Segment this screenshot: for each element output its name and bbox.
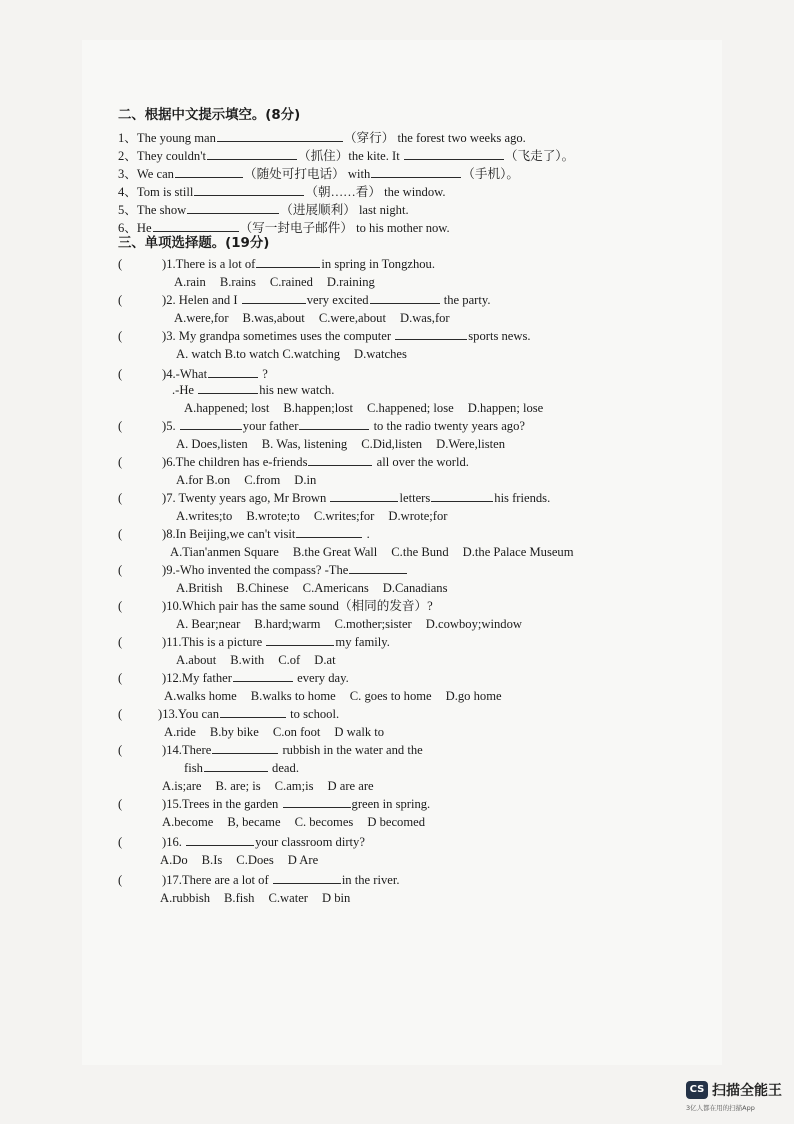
options-4 [184, 400, 557, 416]
question-14-cont [184, 760, 299, 776]
question-text: ? [262, 367, 268, 381]
option: D.the Palace Museum [462, 545, 574, 559]
question-text: )15.Trees in the garden [162, 797, 279, 811]
option: C.rained [269, 275, 313, 289]
answer-blank[interactable] [153, 220, 239, 232]
question-text: )10.Which pair has the same sound（相同的发音）? [162, 599, 433, 613]
answer-blank [198, 382, 258, 394]
option: D.raining [326, 275, 375, 289]
answer-blank [296, 526, 362, 538]
answer-blank [220, 706, 286, 718]
s2-item-5 [118, 202, 409, 218]
question-11 [118, 634, 390, 650]
watermark-tagline: 3亿人都在用的扫描App [686, 1104, 755, 1112]
section3-title: 三、单项选择题。(19分) [118, 236, 270, 251]
question-text: to school. [290, 707, 340, 721]
item-number: 5、 [118, 203, 137, 217]
options-2 [174, 310, 464, 326]
answer-paren[interactable]: ( [118, 835, 123, 849]
question-text: every day. [297, 671, 349, 685]
question-5 [118, 418, 525, 434]
option: B.Chinese [236, 581, 289, 595]
answer-blank [330, 490, 398, 502]
answer-blank [208, 366, 258, 378]
question-8 [118, 526, 370, 542]
option: C.on foot [272, 725, 321, 739]
answer-paren[interactable]: ( [118, 707, 123, 721]
question-4 [118, 366, 268, 382]
option: D.go home [445, 689, 502, 703]
option: C. becomes [294, 815, 354, 829]
option: B.by bike [209, 725, 259, 739]
option: C.writes;for [313, 509, 375, 523]
answer-blank [283, 796, 351, 808]
option: A. watch B.to watch C.watching [176, 347, 341, 361]
question-3 [118, 328, 531, 344]
answer-blank [370, 292, 440, 304]
question-text: your father [242, 419, 299, 433]
chinese-hint: （穿行） [343, 131, 395, 145]
answer-blank [186, 834, 254, 846]
options-15 [162, 814, 439, 830]
options-11 [176, 652, 350, 668]
options-7 [176, 508, 461, 524]
option: B.the Great Wall [292, 545, 378, 559]
option: A.about [176, 653, 217, 667]
answer-blank [212, 742, 278, 754]
option: C.were,about [318, 311, 386, 325]
option: B.rains [219, 275, 256, 289]
question-text: )6.The children has e-friends [162, 455, 308, 469]
question-text: )8.In Beijing,we can't visit [162, 527, 296, 541]
option: D.Were,listen [436, 437, 506, 451]
answer-paren[interactable]: ( [118, 599, 123, 613]
option: A.is;are [162, 779, 202, 793]
answer-blank [395, 328, 467, 340]
question-text: )9.-Who invented the compass? -The [162, 563, 349, 577]
answer-paren[interactable]: ( [118, 873, 123, 887]
question-15 [118, 796, 430, 812]
question-12 [118, 670, 349, 686]
question-text: your classroom dirty? [255, 835, 365, 849]
option: A.rain [174, 275, 206, 289]
answer-blank [431, 490, 493, 502]
chinese-hint: （抓住） [297, 149, 349, 163]
option: B.with [230, 653, 265, 667]
item-text: the forest two weeks ago. [397, 131, 526, 145]
option: C.Americans [302, 581, 369, 595]
question-text: )13.You can [158, 707, 219, 721]
question-14 [118, 742, 423, 758]
answer-paren[interactable]: ( [118, 671, 123, 685]
options-5 [176, 436, 519, 452]
question-text: )2. Helen and I [162, 293, 238, 307]
option: C.happened; lose [366, 401, 454, 415]
chinese-hint: （写一封电子邮件） [239, 221, 353, 235]
option: C.water [268, 891, 308, 905]
option: C.of [278, 653, 301, 667]
answer-paren[interactable]: ( [118, 635, 123, 649]
option: D becomed [367, 815, 426, 829]
options-1 [174, 274, 389, 290]
question-13 [118, 706, 339, 722]
option: B.Is [201, 853, 223, 867]
option: D.Canadians [382, 581, 448, 595]
chinese-hint: （随处可打电话） [243, 167, 345, 181]
option: B.wrote;to [246, 509, 300, 523]
option: D are are [327, 779, 374, 793]
question-text: )14.There [162, 743, 212, 757]
question-text: his friends. [494, 491, 551, 505]
answer-blank [299, 418, 369, 430]
options-16 [160, 852, 332, 868]
item-number: 3、 [118, 167, 137, 181]
options-13 [164, 724, 398, 740]
option: C. goes to home [349, 689, 432, 703]
option: D.watches [354, 347, 407, 361]
question-17 [118, 872, 400, 888]
answer-blank[interactable] [194, 184, 304, 196]
question-text: )17.There are a lot of [162, 873, 269, 887]
option: D bin [322, 891, 351, 905]
option: D.at [314, 653, 336, 667]
s2-item-1 [118, 130, 526, 146]
question-6 [118, 454, 469, 470]
answer-blank[interactable] [371, 166, 461, 178]
option: A.become [162, 815, 214, 829]
options-9 [176, 580, 461, 596]
option: B. Was, listening [261, 437, 348, 451]
answer-paren[interactable]: ( [118, 257, 123, 271]
option: C.Did,listen [361, 437, 423, 451]
question-1 [118, 256, 435, 272]
answer-paren[interactable]: ( [118, 797, 123, 811]
chinese-hint: （朝……看） [305, 185, 381, 199]
option: B.walks to home [250, 689, 336, 703]
option: C.from [244, 473, 281, 487]
option: A.Do [160, 853, 188, 867]
question-text: the party. [443, 293, 491, 307]
answer-paren[interactable]: ( [118, 329, 123, 343]
question-16 [118, 834, 365, 850]
options-6 [176, 472, 330, 488]
item-text: He [136, 221, 152, 235]
option: C.am;is [274, 779, 314, 793]
option: A.Tian'anmen Square [170, 545, 279, 559]
answer-paren[interactable]: ( [118, 491, 123, 505]
item-text: with [347, 167, 371, 181]
question-text: . [366, 527, 370, 541]
question-text: )12.My father [162, 671, 232, 685]
question-text: fish [184, 761, 203, 775]
question-7 [118, 490, 550, 506]
options-3 [176, 346, 421, 362]
question-text: rubbish in the water and the [282, 743, 423, 757]
watermark-app-name: 扫描全能王 [712, 1083, 782, 1099]
option: B.fish [224, 891, 255, 905]
answer-blank [266, 634, 334, 646]
answer-paren[interactable]: ( [118, 455, 123, 469]
answer-blank [256, 256, 320, 268]
option: B.was,about [242, 311, 305, 325]
option: D.happen; lose [467, 401, 544, 415]
question-text: )3. My grandpa sometimes uses the computer [162, 329, 392, 343]
options-8 [170, 544, 588, 560]
option: B.happen;lost [283, 401, 353, 415]
question-text: in the river. [341, 873, 400, 887]
answer-blank [233, 670, 293, 682]
option: A.rubbish [160, 891, 211, 905]
question-text: )1.There is a lot of [162, 257, 256, 271]
item-text: the window. [384, 185, 446, 199]
item-text: The young man [136, 131, 216, 145]
question-10 [118, 598, 433, 614]
item-number: 1、 [118, 131, 137, 145]
question-text: )5. [162, 419, 176, 433]
option: C.the Bund [391, 545, 449, 559]
answer-blank[interactable] [207, 148, 297, 160]
option: A.British [176, 581, 223, 595]
options-14 [162, 778, 388, 794]
question-9 [118, 562, 408, 578]
option: C.mother;sister [334, 617, 412, 631]
s2-item-3 [118, 166, 519, 182]
chinese-hint: （飞走了）。 [504, 149, 575, 163]
options-12 [164, 688, 516, 704]
option: D Are [287, 853, 319, 867]
answer-blank [349, 562, 407, 574]
options-17 [160, 890, 364, 906]
answer-paren[interactable]: ( [118, 367, 123, 381]
question-text: all over the world. [376, 455, 469, 469]
camscanner-logo-icon: CS [686, 1081, 708, 1099]
answer-blank [308, 454, 372, 466]
question-text: to the radio twenty years ago? [373, 419, 525, 433]
answer-paren[interactable]: ( [118, 293, 123, 307]
option: A.were,for [174, 311, 229, 325]
option: A.for B.on [176, 473, 231, 487]
option: A. Does,listen [176, 437, 248, 451]
answer-blank[interactable] [404, 148, 504, 160]
answer-blank [242, 292, 306, 304]
option: D walk to [334, 725, 385, 739]
option: A.walks home [164, 689, 237, 703]
item-text: We can [136, 167, 174, 181]
option: D.cowboy;window [425, 617, 522, 631]
item-text: They couldn't [136, 149, 206, 163]
item-number: 6、 [118, 221, 137, 235]
option: A.ride [164, 725, 196, 739]
chinese-hint: （手机）。 [462, 167, 519, 181]
answer-blank [273, 872, 341, 884]
question-text: very excited [306, 293, 369, 307]
item-number: 2、 [118, 149, 137, 163]
question-text: letters [399, 491, 431, 505]
answer-paren[interactable]: ( [118, 563, 123, 577]
option: A. Bear;near [176, 617, 241, 631]
question-text: )11.This is a picture [162, 635, 263, 649]
question-text: dead. [272, 761, 299, 775]
question-text: my family. [335, 635, 390, 649]
option: B. are; is [215, 779, 261, 793]
answer-paren[interactable]: ( [118, 743, 123, 757]
item-text: to his mother now. [356, 221, 450, 235]
answer-blank[interactable] [175, 166, 243, 178]
answer-blank [180, 418, 242, 430]
options-10 [176, 616, 536, 632]
question-text: in spring in Tongzhou. [321, 257, 436, 271]
s2-item-6 [118, 220, 450, 236]
item-text: the kite. It [348, 149, 400, 163]
question-2 [118, 292, 491, 308]
question-text: )16. [162, 835, 182, 849]
option: D.was,for [399, 311, 450, 325]
chinese-hint: （进展顺利） [280, 203, 356, 217]
item-text: The show [136, 203, 187, 217]
option: B.hard;warm [254, 617, 321, 631]
question-text: .-He [172, 383, 195, 397]
question-text: )7. Twenty years ago, Mr Brown [162, 491, 327, 505]
answer-paren[interactable]: ( [118, 419, 123, 433]
item-text: Tom is still [136, 185, 194, 199]
s2-item-4 [118, 184, 446, 200]
section2-title: 二、根据中文提示填空。(8分) [118, 108, 301, 123]
item-number: 4、 [118, 185, 137, 199]
question-text: )4.-What [162, 367, 208, 381]
answer-blank[interactable] [187, 202, 279, 214]
question-text: sports news. [468, 329, 531, 343]
option: D.in [294, 473, 317, 487]
answer-blank[interactable] [217, 130, 343, 142]
option: C.Does [236, 853, 274, 867]
question-4-reply [172, 382, 334, 398]
question-text: green in spring. [351, 797, 431, 811]
option: D.wrote;for [388, 509, 448, 523]
option: B, became [227, 815, 281, 829]
item-text: last night. [358, 203, 409, 217]
question-text: his new watch. [259, 383, 335, 397]
option: A.writes;to [176, 509, 233, 523]
answer-paren[interactable]: ( [118, 527, 123, 541]
s2-item-2 [118, 148, 574, 164]
option: A.happened; lost [184, 401, 270, 415]
answer-blank [204, 760, 268, 772]
